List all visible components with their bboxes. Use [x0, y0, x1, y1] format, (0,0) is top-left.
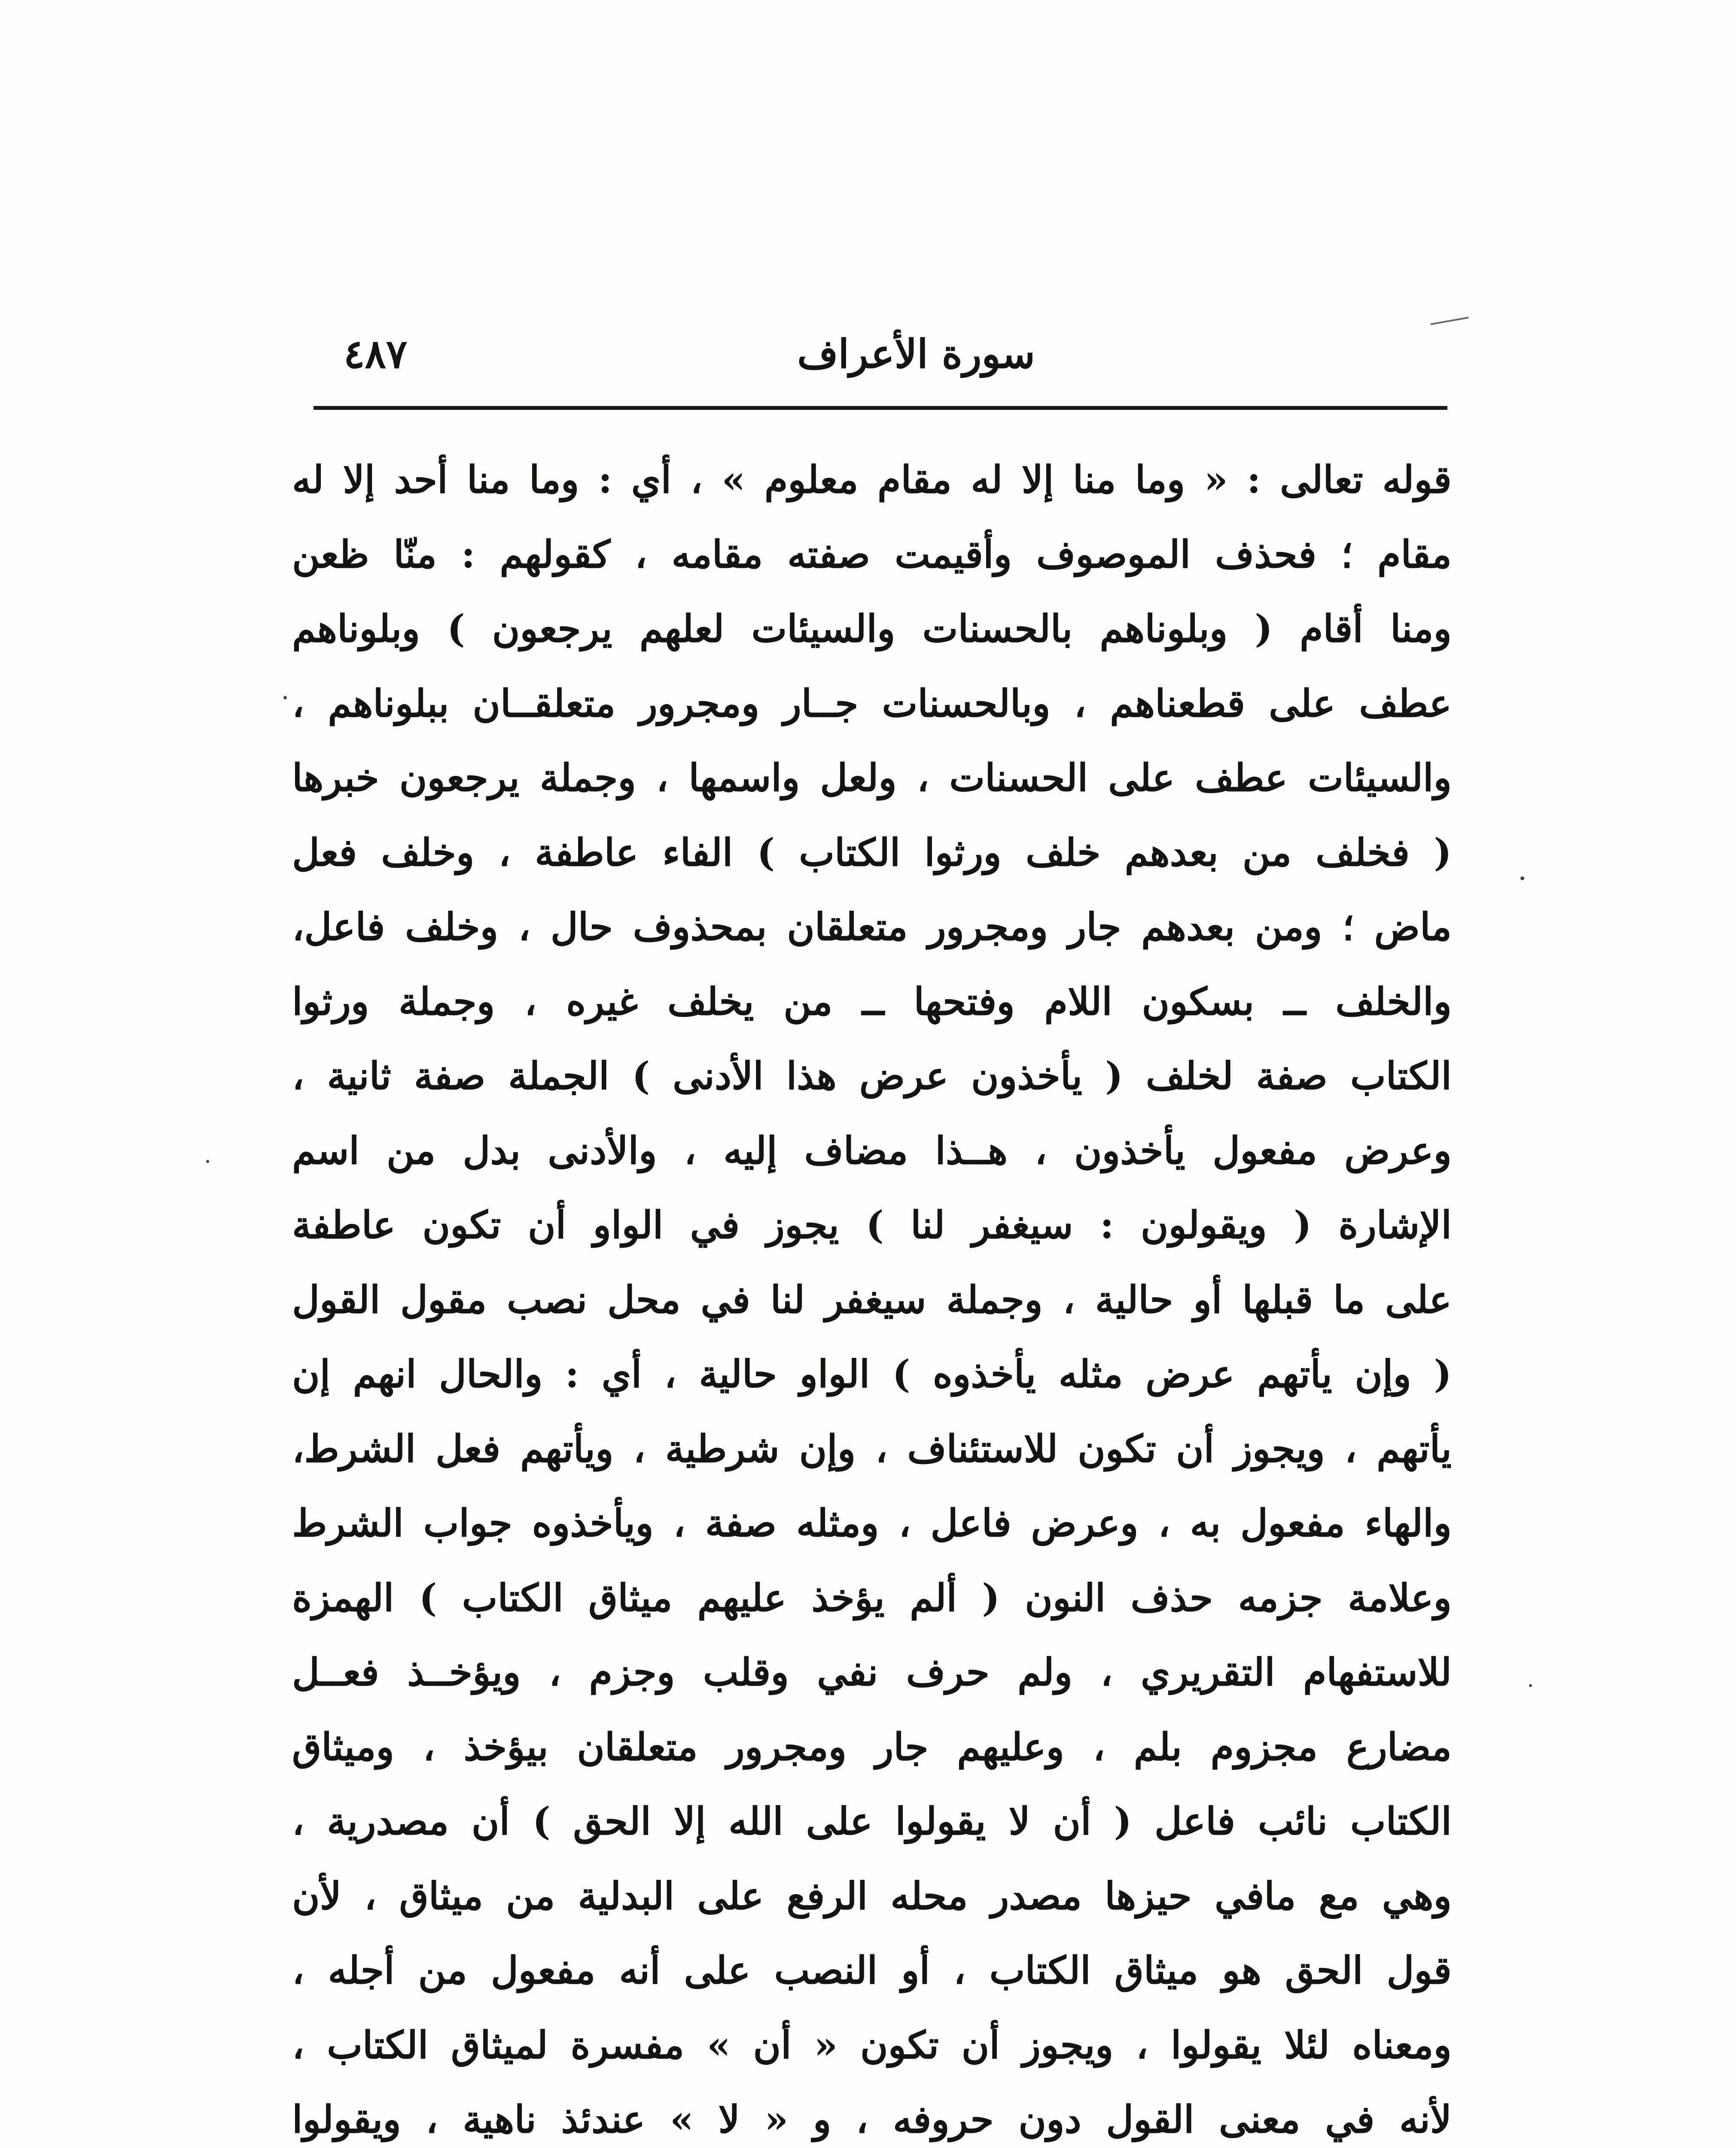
corner-scan-mark: [1430, 317, 1468, 325]
text-line: الكتاب صفة لخلف ( يأخذون عرض هذا الأدنى ) الجملة صفة ثانية ،: [292, 1053, 1452, 1098]
text-line: قول الحق هو ميثاق الكتاب ، أو النصب على أنه مفعول من أجله ،: [292, 1948, 1452, 1992]
text-line: الكتاب نائب فاعل ( أن لا يقولوا على الله إلا الحق ) أن مصدرية ،: [292, 1799, 1452, 1843]
text-line: والخلف ــ بسكون اللام وفتحها ــ من يخلف غيره ، وجملة ورثوا: [292, 979, 1452, 1024]
text-line: وعرض مفعول يأخذون ، هــذا مضاف إليه ، والأدنى بدل من اسم: [292, 1128, 1452, 1173]
text-line: لأنه في معنى القول دون حروفه ، و « لا » عندئذ ناهية ، ويقولوا: [292, 2097, 1452, 2142]
scan-speck: [1529, 1684, 1532, 1687]
text-line: الإشارة ( ويقولون : سيغفر لنا ) يجوز في الواو أن تكون عاطفة: [292, 1202, 1452, 1247]
text-line: ماض ؛ ومن بعدهم جار ومجرور متعلقان بمحذوف حال ، وخلف فاعل،: [292, 904, 1452, 949]
text-line: عطف على قطعناهم ، وبالحسنات جــار ومجرور متعلقــان ببلوناهم ،: [292, 680, 1452, 726]
text-line: والهاء مفعول به ، وعرض فاعل ، ومثله صفة ، ويأخذوه جواب الشرط: [292, 1501, 1452, 1545]
scan-speck: [1520, 876, 1524, 880]
text-line: ومعناه لئلا يقولوا ، ويجوز أن تكون « أن » مفسرة لميثاق الكتاب ،: [292, 2022, 1452, 2067]
text-line: على ما قبلها أو حالية ، وجملة سيغفر لنا في محل نصب مقول القول: [292, 1277, 1452, 1322]
running-header: [314, 326, 1447, 387]
text-line: وعلامة جزمه حذف النون ( ألم يؤخذ عليهم ميثاق الكتاب ) الهمزة: [292, 1575, 1452, 1620]
header-rule: [314, 406, 1447, 410]
text-line: ( فخلف من بعدهم خلف ورثوا الكتاب ) الفاء عاطفة ، وخلف فعل: [292, 830, 1452, 875]
body-text: [292, 442, 1452, 2148]
text-line: مقام ؛ فحذف الموصوف وأقيمت صفته مقامه ، كقولهم : منّا ظعن: [292, 531, 1452, 577]
text-line: يأتهم ، ويجوز أن تكون للاستئناف ، وإن شرطية ، ويأتهم فعل الشرط،: [292, 1426, 1452, 1471]
page-number: ٤٨٧: [344, 331, 408, 377]
text-line: للاستفهام التقريري ، ولم حرف نفي وقلب وجزم ، ويؤخــذ فعــل: [292, 1650, 1452, 1694]
text-line: مضارع مجزوم بلم ، وعليهم جار ومجرور متعلقان بيؤخذ ، وميثاق: [292, 1724, 1452, 1769]
text-line: وهي مع مافي حيزها مصدر محله الرفع على البدلية من ميثاق ، لأن: [292, 1873, 1452, 1918]
text-line: والسيئات عطف على الحسنات ، ولعل واسمها ، وجملة يرجعون خبرها: [292, 755, 1452, 800]
chapter-title: سورة الأعراف: [797, 331, 1035, 377]
scan-speck: [283, 696, 287, 699]
text-line: ( وإن يأتهم عرض مثله يأخذوه ) الواو حالية ، أي : والحال انهم إن: [292, 1352, 1452, 1396]
text-line: قوله تعالى : « وما منا إلا له مقام معلوم » ، أي : وما منا أحد إلا له: [292, 457, 1452, 502]
text-line: ومنا أقام ( وبلوناهم بالحسنات والسيئات لعلهم يرجعون ) وبلوناهم: [292, 606, 1452, 651]
scan-speck: [206, 1160, 209, 1163]
